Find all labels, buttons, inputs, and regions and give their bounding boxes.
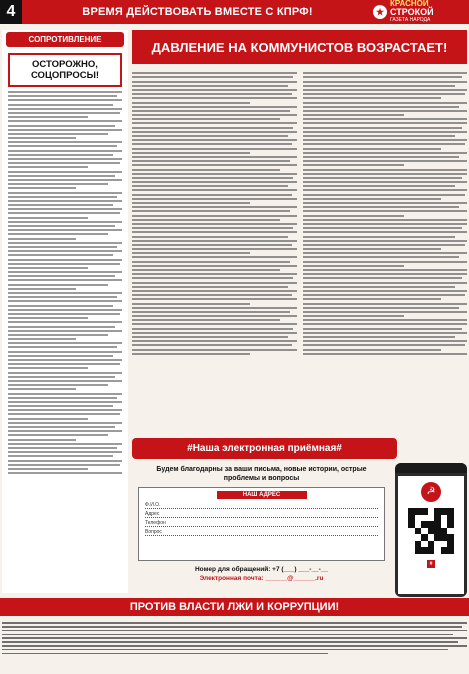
text-line bbox=[132, 240, 297, 242]
text-line bbox=[8, 405, 113, 407]
text-line bbox=[303, 319, 468, 321]
text-line bbox=[303, 127, 463, 129]
text-line bbox=[303, 294, 466, 296]
text-line bbox=[132, 290, 297, 292]
text-line bbox=[132, 185, 288, 187]
text-line bbox=[132, 219, 280, 221]
text-line bbox=[8, 208, 122, 210]
text-line bbox=[303, 256, 459, 258]
text-line bbox=[303, 114, 405, 116]
text-line bbox=[303, 97, 441, 99]
text-line bbox=[8, 305, 113, 307]
text-line bbox=[132, 252, 250, 254]
text-line bbox=[132, 148, 297, 150]
text-line bbox=[132, 198, 297, 200]
section-label: СОПРОТИВЛЕНИЕ bbox=[6, 32, 124, 47]
text-line bbox=[132, 244, 292, 246]
text-line bbox=[303, 240, 468, 242]
text-line bbox=[132, 122, 297, 124]
text-line bbox=[132, 156, 297, 158]
text-line bbox=[303, 85, 456, 87]
form-field: Телефон bbox=[145, 520, 378, 527]
text-line bbox=[132, 227, 293, 229]
text-line bbox=[8, 192, 122, 194]
text-line bbox=[132, 323, 297, 325]
text-line bbox=[2, 634, 453, 636]
text-line bbox=[303, 311, 468, 313]
text-line bbox=[303, 307, 459, 309]
text-line bbox=[303, 261, 468, 263]
text-line bbox=[8, 108, 122, 110]
text-line bbox=[8, 233, 108, 235]
form-field: Ф.И.О. bbox=[145, 502, 378, 509]
text-line bbox=[132, 315, 297, 317]
text-line bbox=[303, 252, 468, 254]
text-line bbox=[8, 351, 122, 353]
main-article-column-1 bbox=[132, 70, 297, 357]
text-line bbox=[8, 271, 122, 273]
text-line bbox=[8, 171, 122, 173]
text-line bbox=[303, 110, 468, 112]
text-line bbox=[8, 317, 88, 319]
text-line bbox=[303, 328, 463, 330]
text-line bbox=[132, 319, 280, 321]
text-line bbox=[2, 622, 467, 624]
text-line bbox=[8, 338, 76, 340]
form-field: Вопрос bbox=[145, 529, 378, 536]
text-line bbox=[8, 242, 122, 244]
text-line bbox=[303, 102, 468, 104]
text-line bbox=[303, 286, 456, 288]
text-line bbox=[8, 279, 122, 281]
phone-button: # bbox=[427, 560, 436, 568]
text-line bbox=[8, 443, 122, 445]
text-line bbox=[132, 336, 288, 338]
text-line bbox=[8, 200, 122, 202]
text-line bbox=[132, 303, 250, 305]
contact-phone: Номер для обращений: +7 (___) ___-__-__ bbox=[194, 566, 329, 573]
text-line bbox=[132, 189, 297, 191]
text-line bbox=[8, 217, 88, 219]
text-line bbox=[8, 380, 122, 382]
text-line bbox=[8, 359, 122, 361]
text-line bbox=[8, 254, 113, 256]
text-line bbox=[132, 277, 293, 279]
text-line bbox=[303, 177, 463, 179]
text-line bbox=[8, 397, 117, 399]
text-line bbox=[303, 273, 468, 275]
text-line bbox=[132, 340, 297, 342]
left-article-title: ОСТОРОЖНО, СОЦОПРОСЫ! bbox=[8, 53, 122, 87]
text-line bbox=[132, 89, 297, 91]
text-line bbox=[132, 106, 297, 108]
text-line bbox=[8, 91, 122, 93]
text-line bbox=[8, 472, 122, 474]
text-line bbox=[2, 637, 467, 639]
text-line bbox=[8, 372, 122, 374]
text-line bbox=[8, 447, 117, 449]
left-column bbox=[2, 30, 128, 593]
text-line bbox=[132, 248, 297, 250]
bottom-banner: ПРОТИВ ВЛАСТИ ЛЖИ И КОРРУПЦИИ! bbox=[0, 598, 469, 616]
text-line bbox=[303, 206, 459, 208]
text-line bbox=[8, 225, 115, 227]
text-line bbox=[8, 158, 122, 160]
text-line bbox=[303, 198, 441, 200]
text-line bbox=[303, 152, 468, 154]
text-line bbox=[132, 269, 280, 271]
text-line bbox=[303, 265, 405, 267]
text-line bbox=[8, 296, 117, 298]
text-line bbox=[303, 89, 468, 91]
text-line bbox=[8, 464, 120, 466]
text-line bbox=[8, 346, 117, 348]
text-line bbox=[8, 376, 115, 378]
text-line bbox=[8, 451, 122, 453]
text-line bbox=[2, 626, 462, 628]
text-line bbox=[8, 413, 120, 415]
text-line bbox=[8, 183, 108, 185]
main-article-title: ДАВЛЕНИЕ НА КОММУНИСТОВ ВОЗРАСТАЕТ! bbox=[132, 30, 467, 64]
text-line bbox=[2, 645, 467, 647]
text-line bbox=[303, 349, 441, 351]
text-line bbox=[8, 95, 117, 97]
reception-form bbox=[138, 487, 385, 561]
text-line bbox=[303, 139, 468, 141]
text-line bbox=[303, 173, 468, 175]
text-line bbox=[8, 259, 122, 261]
text-line bbox=[8, 175, 115, 177]
text-line bbox=[132, 298, 297, 300]
text-line bbox=[303, 76, 463, 78]
text-line bbox=[2, 649, 448, 651]
text-line bbox=[8, 455, 113, 457]
text-line bbox=[8, 430, 122, 432]
text-line bbox=[303, 185, 456, 187]
text-line bbox=[303, 290, 468, 292]
kprf-logo-icon: ☭ bbox=[421, 482, 441, 502]
text-line bbox=[303, 219, 468, 221]
text-line bbox=[303, 122, 468, 124]
text-line bbox=[132, 72, 297, 74]
text-line bbox=[132, 173, 297, 175]
text-line bbox=[132, 81, 297, 83]
text-line bbox=[8, 145, 117, 147]
text-line bbox=[8, 393, 122, 395]
text-line bbox=[8, 229, 122, 231]
text-line bbox=[303, 169, 468, 171]
text-line bbox=[303, 72, 468, 74]
text-line bbox=[303, 223, 468, 225]
text-line bbox=[132, 127, 293, 129]
text-line bbox=[8, 150, 122, 152]
text-line bbox=[8, 99, 122, 101]
text-line bbox=[8, 388, 76, 390]
text-line bbox=[8, 418, 88, 420]
text-line bbox=[8, 309, 122, 311]
text-line bbox=[132, 332, 297, 334]
text-line bbox=[132, 131, 297, 133]
text-line bbox=[132, 85, 288, 87]
text-line bbox=[8, 116, 88, 118]
text-line bbox=[132, 311, 290, 313]
header-slogan: ВРЕМЯ ДЕЙСТВОВАТЬ ВМЕСТЕ С КПРФ! bbox=[82, 6, 313, 18]
text-line bbox=[8, 384, 108, 386]
text-line bbox=[8, 409, 122, 411]
text-line bbox=[8, 125, 115, 127]
text-line bbox=[132, 169, 280, 171]
text-line bbox=[303, 202, 468, 204]
reception-note: Будем благодарны за ваши письма, новые истории, острые проблемы и вопросы bbox=[156, 466, 367, 482]
text-line bbox=[303, 332, 468, 334]
text-line bbox=[303, 93, 466, 95]
text-line bbox=[132, 349, 297, 351]
text-line bbox=[132, 231, 297, 233]
reception-contacts bbox=[132, 565, 391, 583]
text-line bbox=[8, 355, 113, 357]
text-line bbox=[132, 307, 297, 309]
star-icon: ★ bbox=[373, 5, 387, 19]
text-line bbox=[8, 112, 120, 114]
text-line bbox=[132, 143, 292, 145]
main-article bbox=[132, 30, 467, 435]
text-line bbox=[132, 256, 297, 258]
text-line bbox=[132, 114, 297, 116]
logo-line-2: СТРОКОЙ bbox=[390, 7, 434, 17]
text-line bbox=[8, 330, 122, 332]
text-line bbox=[132, 261, 290, 263]
text-line bbox=[8, 288, 76, 290]
text-line bbox=[8, 263, 120, 265]
text-line bbox=[8, 166, 88, 168]
text-line bbox=[132, 273, 297, 275]
text-line bbox=[303, 244, 466, 246]
text-line bbox=[303, 135, 456, 137]
text-line bbox=[8, 334, 108, 336]
text-line bbox=[8, 104, 113, 106]
text-line bbox=[8, 162, 120, 164]
text-line bbox=[132, 294, 292, 296]
text-line bbox=[8, 460, 122, 462]
text-line bbox=[303, 303, 468, 305]
text-line bbox=[132, 202, 250, 204]
text-line bbox=[8, 179, 122, 181]
text-line bbox=[8, 313, 120, 315]
text-line bbox=[132, 160, 290, 162]
text-line bbox=[303, 353, 468, 355]
text-line bbox=[8, 141, 122, 143]
text-line bbox=[303, 323, 468, 325]
text-line bbox=[8, 238, 76, 240]
text-line bbox=[8, 284, 108, 286]
text-line bbox=[8, 154, 113, 156]
text-line bbox=[303, 118, 468, 120]
text-line bbox=[132, 286, 288, 288]
text-line bbox=[303, 143, 466, 145]
text-line bbox=[303, 148, 441, 150]
text-line bbox=[132, 76, 293, 78]
text-line bbox=[8, 246, 117, 248]
electronic-reception bbox=[132, 438, 467, 593]
text-line bbox=[8, 267, 88, 269]
text-line bbox=[132, 177, 293, 179]
newspaper-logo bbox=[373, 0, 469, 24]
text-line bbox=[8, 401, 122, 403]
text-line bbox=[2, 653, 328, 655]
text-line bbox=[303, 277, 463, 279]
text-line bbox=[8, 129, 122, 131]
text-line bbox=[132, 328, 293, 330]
text-line bbox=[303, 160, 468, 162]
text-line bbox=[8, 426, 115, 428]
left-article-text bbox=[8, 91, 122, 474]
text-line bbox=[8, 321, 122, 323]
text-line bbox=[132, 164, 297, 166]
text-line bbox=[8, 212, 120, 214]
text-line bbox=[132, 102, 250, 104]
text-line bbox=[303, 81, 468, 83]
text-line bbox=[132, 97, 297, 99]
text-line bbox=[303, 248, 441, 250]
text-line bbox=[132, 206, 297, 208]
text-line bbox=[8, 468, 88, 470]
text-line bbox=[303, 282, 468, 284]
text-line bbox=[303, 189, 468, 191]
page-number: 4 bbox=[0, 0, 22, 24]
text-line bbox=[303, 236, 456, 238]
text-line bbox=[303, 336, 456, 338]
text-line bbox=[303, 298, 441, 300]
text-line bbox=[132, 210, 290, 212]
text-line bbox=[303, 164, 405, 166]
text-line bbox=[8, 300, 122, 302]
text-line bbox=[132, 236, 288, 238]
text-line bbox=[132, 353, 250, 355]
text-line bbox=[132, 135, 288, 137]
phone-illustration bbox=[395, 463, 467, 597]
text-line bbox=[132, 152, 250, 154]
text-line bbox=[8, 342, 122, 344]
logo-line-1: КРАСНОЙ bbox=[390, 0, 429, 8]
text-line bbox=[303, 227, 463, 229]
reception-title: #Наша электронная приёмная# bbox=[132, 438, 397, 459]
text-line bbox=[8, 221, 122, 223]
text-line bbox=[8, 439, 76, 441]
text-line bbox=[8, 250, 122, 252]
text-line bbox=[132, 215, 297, 217]
text-line bbox=[303, 210, 468, 212]
text-line bbox=[303, 156, 459, 158]
form-field: Адрес bbox=[145, 511, 378, 518]
qr-code-icon bbox=[408, 508, 454, 554]
text-line bbox=[8, 326, 115, 328]
text-line bbox=[303, 231, 468, 233]
contact-email: Электронная почта: ______@______.ru bbox=[199, 575, 324, 582]
page-header bbox=[0, 0, 469, 24]
text-line bbox=[132, 265, 297, 267]
text-line bbox=[2, 641, 458, 643]
text-line bbox=[132, 181, 297, 183]
text-line bbox=[303, 106, 459, 108]
text-line bbox=[2, 630, 467, 632]
main-article-column-2 bbox=[303, 70, 468, 357]
text-line bbox=[8, 275, 115, 277]
logo-line-3: ГАЗЕТА НАРОДА bbox=[390, 17, 431, 23]
footer-imprint bbox=[2, 620, 467, 672]
form-header: НАШ АДРЕС bbox=[217, 491, 307, 499]
text-line bbox=[303, 181, 468, 183]
text-line bbox=[132, 282, 297, 284]
text-line bbox=[132, 194, 292, 196]
text-line bbox=[8, 434, 108, 436]
text-line bbox=[8, 204, 113, 206]
text-line bbox=[8, 363, 120, 365]
text-line bbox=[8, 137, 76, 139]
text-line bbox=[303, 194, 466, 196]
text-line bbox=[132, 139, 297, 141]
text-line bbox=[8, 292, 122, 294]
text-line bbox=[8, 196, 117, 198]
text-line bbox=[132, 344, 292, 346]
text-line bbox=[132, 223, 297, 225]
text-line bbox=[303, 315, 405, 317]
text-line bbox=[8, 422, 122, 424]
text-line bbox=[132, 118, 280, 120]
text-line bbox=[8, 120, 122, 122]
text-line bbox=[8, 133, 108, 135]
text-line bbox=[303, 340, 468, 342]
text-line bbox=[303, 269, 468, 271]
text-line bbox=[8, 187, 76, 189]
text-line bbox=[303, 344, 466, 346]
text-line bbox=[303, 131, 468, 133]
text-line bbox=[303, 215, 405, 217]
text-line bbox=[8, 367, 88, 369]
text-line bbox=[132, 110, 290, 112]
text-line bbox=[132, 93, 292, 95]
